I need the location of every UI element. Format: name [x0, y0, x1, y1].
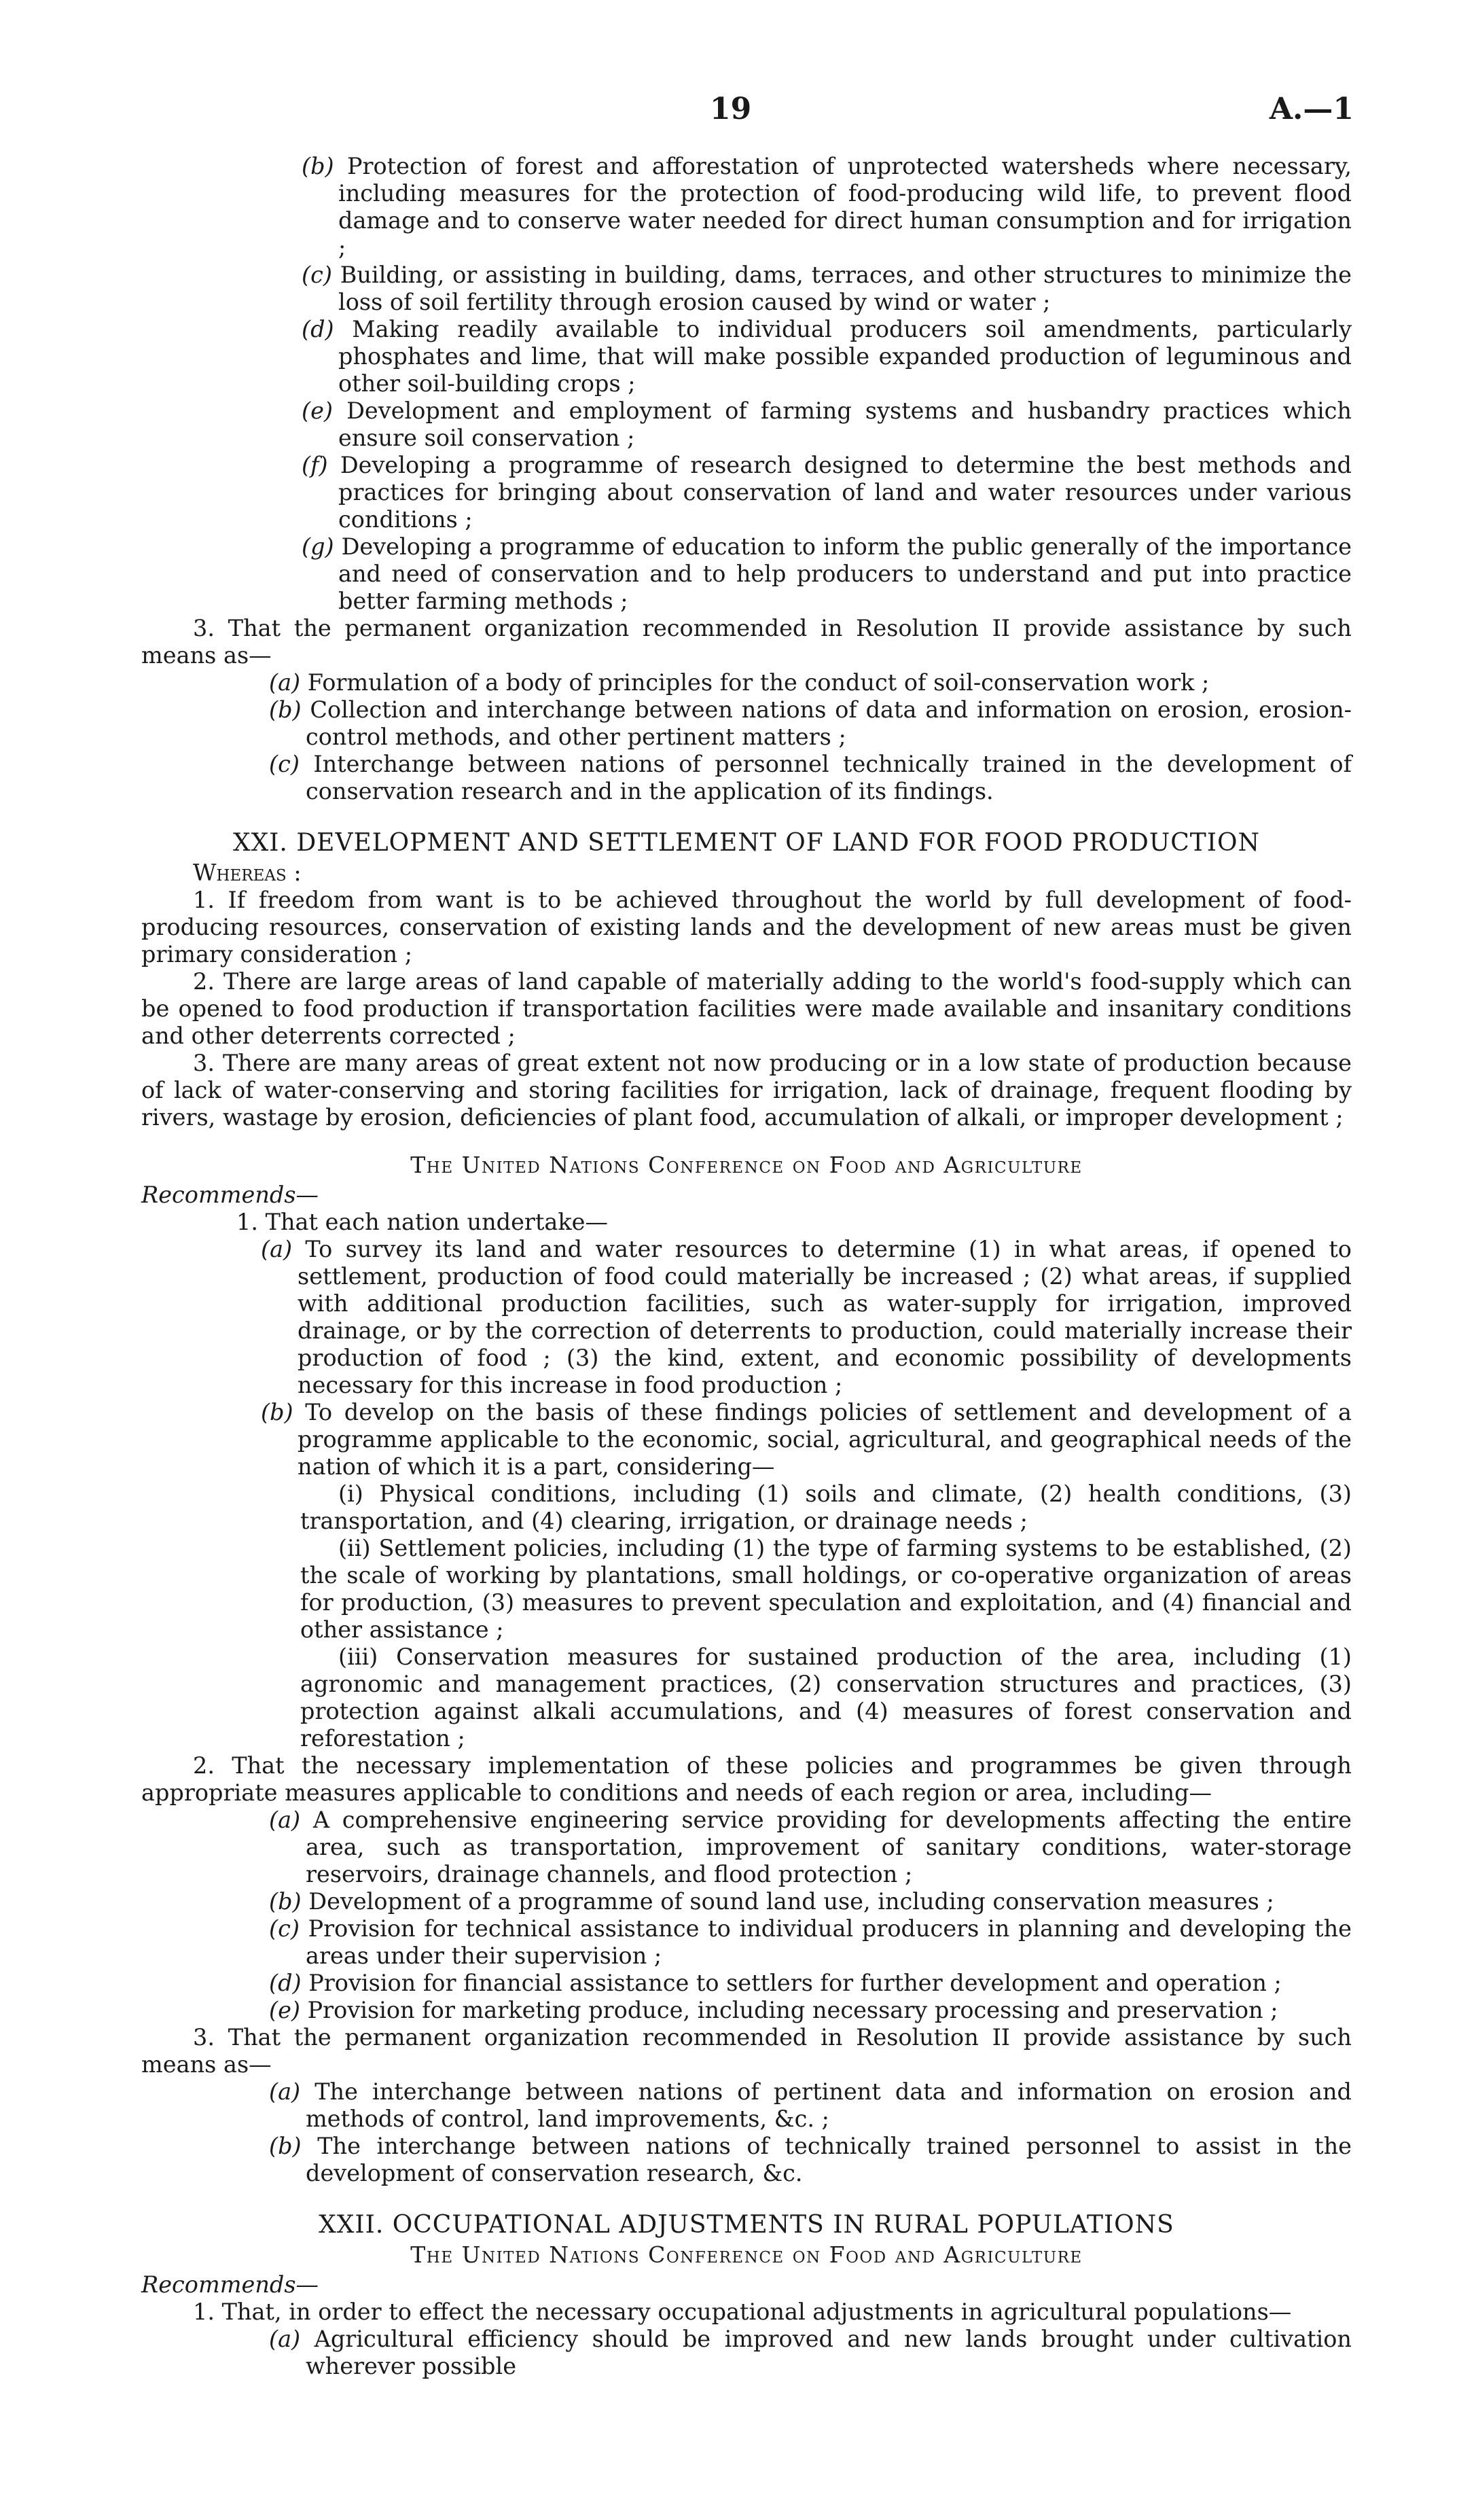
numbered-paragraph: 2. That the necessary implementation of these policies and programmes be given through appropriate measures applicable to conditions and needs of each region or area, including— [141, 1752, 1352, 1806]
list-item: (d) Making readily available to individual producers soil amendments, particularly phosphates and lime, that will make possible expanded production of leguminous and other soil-building crops ; [302, 316, 1352, 397]
document-reference: A.—1 [1269, 92, 1354, 126]
list-item: (e) Development and employment of farming systems and husbandry practices which ensure soil conservation ; [302, 397, 1352, 451]
list-item: (a) The interchange between nations of pertinent data and information on erosion and methods of control, land improvements, &c. ; [269, 2078, 1352, 2132]
list-item: (a) Agricultural efficiency should be improved and new lands brought under cultivation wherever possible [269, 2326, 1352, 2379]
list-item: (iii) Conservation measures for sustained production of the area, including (1) agronomic and management practices, (2) conservation structures and practices, (3) protection against alkali accumulations, and (4) measures of forest conservation and reforestation ; [300, 1644, 1352, 1752]
numbered-paragraph: 2. There are large areas of land capable of materially adding to the world's food-supply which can be opened to food production if transportation facilities were made available and insanitary conditions and other deterrents corrected ; [141, 968, 1352, 1049]
list-item: (f) Developing a programme of research designed to determine the best methods and practices for bringing about conservation of land and water resources under various conditions ; [302, 452, 1352, 533]
prev-resolution-items [141, 153, 1352, 615]
numbered-paragraph: 3. That the permanent organization recommended in Resolution II provide assistance by such means as— [141, 2024, 1352, 2078]
numbered-paragraph: 3. That the permanent organization recommended in Resolution II provide assistance by such means as— [141, 615, 1352, 669]
list-item: (ii) Settlement policies, including (1) the type of farming systems to be established, (2) the scale of working by plantations, small holdings, or co-operative organization of areas for production, (3) measures to prevent speculation and exploitation, and (4) financial and other assistance ; [300, 1535, 1352, 1643]
list-item: (i) Physical conditions, including (1) soils and climate, (2) health conditions, (3) transportation, and (4) clearing, irrigation, or drainage needs ; [300, 1480, 1352, 1534]
sub-considerations [300, 1480, 1352, 1752]
whereas-label: Whereas : [193, 859, 302, 886]
list-item: (d) Provision for financial assistance to settlers for further development and operation ; [269, 1970, 1282, 1996]
list-item: (b) Protection of forest and afforestation of unprotected watersheds where necessary, including measures for the protection of food-producing wild life, to prevent flood damage and to conserve water needed for direct human consumption and for irrigation ; [302, 153, 1352, 261]
conference-title: The United Nations Conference on Food and Agriculture [410, 1152, 1083, 1178]
implementation-items [141, 1807, 1352, 2024]
numbered-paragraph: 1. That, in order to effect the necessary occupational adjustments in agricultural populations— [193, 2299, 1292, 2325]
conference-title: The United Nations Conference on Food and Agriculture [410, 2241, 1083, 2268]
list-item: (b) The interchange between nations of technically trained personnel to assist in the development of conservation research, &c. [269, 2133, 1352, 2186]
assistance-items [141, 2078, 1352, 2187]
numbered-paragraph: 1. If freedom from want is to be achieved throughout the world by full development of food-producing resources, conservation of existing lands and the development of new areas must be given primary consideration ; [141, 887, 1352, 968]
list-item: (a) To survey its land and water resources to determine (1) in what areas, if opened to settlement, production of food could materially be increased ; (2) what areas, if supplied with additional production facilities, such as water-supply for irrigation, improved drainage, or by the correction of deterrents to production, could materially increase their production of food ; (3) the kind, extent, and economic possibility of developments necessary for this increase in food production ; [261, 1236, 1352, 1398]
list-item: (b) Development of a programme of sound land use, including conservation measures ; [269, 1888, 1274, 1915]
list-item: (e) Provision for marketing produce, including necessary processing and preservation ; [269, 1997, 1278, 2023]
prev-resolution-means [141, 669, 1352, 805]
numbered-paragraph: 1. That each nation undertake— [236, 1209, 609, 1235]
list-item: (c) Building, or assisting in building, dams, terraces, and other structures to minimize the loss of soil fertility through erosion caused by wind or water ; [302, 262, 1352, 315]
list-item: (c) Interchange between nations of personnel technically trained in the development of conservation research and in the application of its findings. [269, 751, 1352, 804]
document-body [141, 153, 1352, 2380]
list-item: (b) Collection and interchange between nations of data and information on erosion, erosion-control methods, and other pertinent matters ; [269, 696, 1352, 750]
list-item: (c) Provision for technical assistance to individual producers in planning and developing the areas under their supervision ; [269, 1915, 1352, 1969]
list-item: (a) Formulation of a body of principles for the conduct of soil-conservation work ; [269, 669, 1210, 696]
numbered-paragraph: 3. There are many areas of great extent not now producing or in a low state of production because of lack of water-conserving and storing facilities for irrigation, lack of drainage, frequent flooding by rivers, wastage by erosion, deficiencies of plant food, accumulation of alkali, or improper development ; [141, 1050, 1352, 1131]
list-item: (g) Developing a programme of education to inform the public generally of the importance and need of conservation and to help producers to understand and put into practice better farming methods ; [302, 533, 1352, 614]
section-heading: XXI. DEVELOPMENT AND SETTLEMENT OF LAND FOR FOOD PRODUCTION [232, 829, 1261, 857]
page-number: 19 [710, 92, 752, 126]
recommends-label: Recommends— [141, 2271, 319, 2298]
list-item: (a) A comprehensive engineering service providing for developments affecting the entire area, such as transportation, improvement of sanitary conditions, water-storage reservoirs, drainage channels, and flood protection ; [269, 1807, 1352, 1887]
section-heading: XXII. OCCUPATIONAL ADJUSTMENTS IN RURAL POPULATIONS [319, 2211, 1174, 2239]
list-item: (b) To develop on the basis of these findings policies of settlement and development of a programme applicable to the economic, social, agricultural, and geographical needs of the nation of which it is a part, considering— [261, 1399, 1352, 1480]
recommends-label: Recommends— [141, 1182, 319, 1208]
